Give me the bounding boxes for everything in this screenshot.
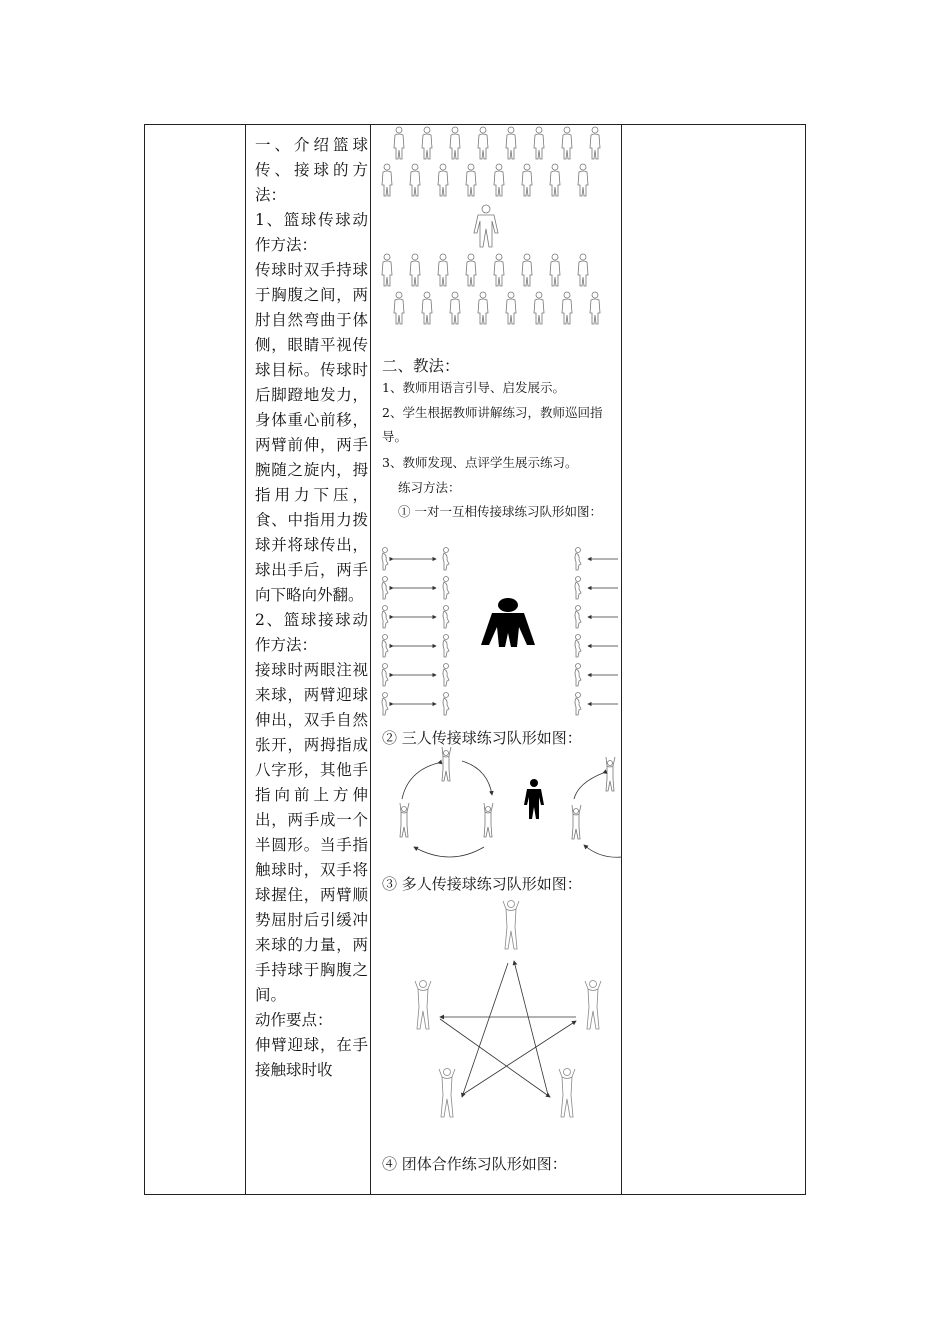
method-heading: 二、教法： xyxy=(382,357,460,375)
figure-4-caption: ④ 团体合作练习队形如图： xyxy=(382,1155,567,1173)
figure-2-caption: ② 三人传接球练习队形如图： xyxy=(382,729,582,747)
pass-title: 1、篮球传球动作方法： xyxy=(255,211,368,254)
key-points-title: 动作要点： xyxy=(255,1011,333,1029)
method-column xyxy=(378,125,622,1194)
method-item-1: 1、教师用语言引导、启发展示。 xyxy=(382,380,565,395)
multi-person-star-diagram xyxy=(378,897,622,1167)
student-row-2 xyxy=(382,164,588,196)
column-divider-1 xyxy=(245,125,246,1194)
catch-title: 2、篮球接球动作方法： xyxy=(255,611,368,654)
method-item-3: 3、教师发现、点评学生展示练习。 xyxy=(382,455,578,470)
lesson-table xyxy=(144,124,806,1195)
column-divider-2 xyxy=(370,125,371,1194)
key-points-text: 伸臂迎球，在手接触球时收 xyxy=(255,1036,368,1079)
teacher-icon-small xyxy=(524,779,544,819)
student-row-3 xyxy=(382,254,588,286)
method-item-2: 2、学生根据教师讲解练习，教师巡回指导。 xyxy=(382,405,603,444)
one-to-one-passing-diagram xyxy=(378,547,622,722)
practice-label: 练习方法： xyxy=(398,480,461,495)
three-person-passing-diagram xyxy=(378,743,622,863)
technique-description-column xyxy=(255,133,368,1083)
catch-text: 接球时两眼注视来球，两臂迎球伸出，双手自然张开，两拇指成八字形，其他手指向前上方伸出，两手成一个半圆形。当手指触球时，双手将球握住，两臂顺势屈肘后引缓冲来球的力量，两手持球于胸腹之间。 xyxy=(255,661,368,1004)
teacher-icon-bold xyxy=(481,598,535,647)
student-row-4 xyxy=(394,292,600,324)
section-heading-1: 一、介绍篮球传、接球的方法： xyxy=(255,136,368,204)
figure-3-caption: ③ 多人传接球练习队形如图： xyxy=(382,875,582,893)
student-row-1 xyxy=(394,127,600,159)
figure-1-caption: ① 一对一互相传接球练习队形如图： xyxy=(398,504,602,519)
class-formation-diagram xyxy=(378,125,622,335)
pass-text: 传球时双手持球于胸腹之间，两肘自然弯曲于体侧，眼睛平视传球目标。传球时后脚蹬地发力，身体重心前移，两臂前伸，两手腕随之旋内，拇指用力下压，食、中指用力拨球并将球传出，球出手后，两手向下略向外翻。 xyxy=(255,261,368,604)
teacher-figure xyxy=(474,205,498,247)
